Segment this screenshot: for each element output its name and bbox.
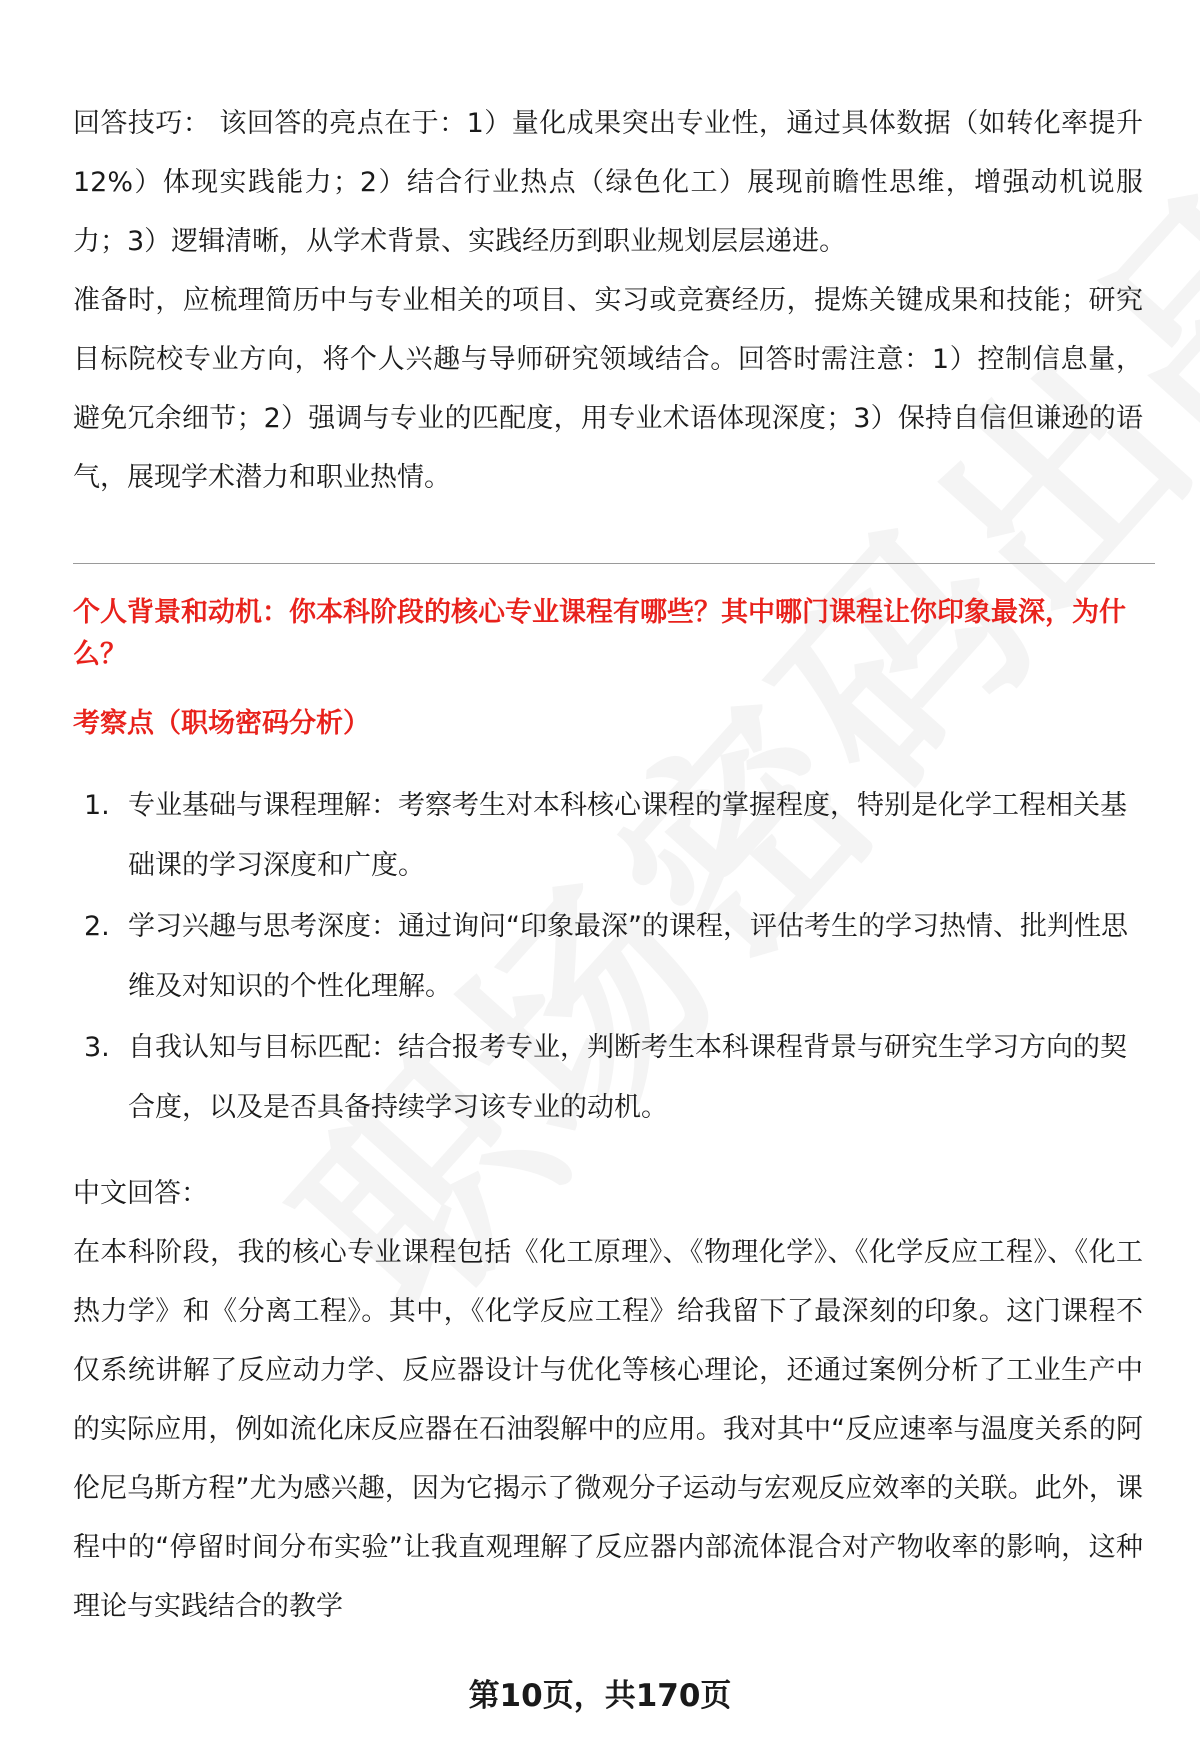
page-number-footer: 第10页，共170页: [468, 1678, 732, 1714]
assessment-points-list: [73, 776, 1143, 1139]
preparation-paragraph: 准备时，应梳理简历中与专业相关的项目、实习或竞赛经历，提炼关键成果和技能；研究目标院校专业方向，将个人兴趣与导师研究领域结合。回答时需注意：1）控制信息量，避免冗余细节；2）强调与专业的匹配度，用专业术语体现深度；3）保持自信但谦逊的语气，展现学术潜力和职业热情。: [73, 285, 1143, 493]
assessment-points-heading: 考察点（职场密码分析）: [73, 708, 370, 739]
question-heading: 个人背景和动机：你本科阶段的核心专业课程有哪些？其中哪门课程让你印象最深，为什么？: [73, 597, 1126, 670]
list-item-text: 学习兴趣与思考深度：通过询问“印象最深”的课程，评估考生的学习热情、批判性思维及对知识的个性化理解。: [128, 911, 1128, 1002]
answer-tips-section: [73, 94, 1143, 507]
answer-section: [73, 1223, 1143, 1636]
list-item-number: 3.: [84, 1032, 110, 1063]
list-item-text: 自我认知与目标匹配：结合报考专业，判断考生本科课程背景与研究生学习方向的契合度，以及是否具备持续学习该专业的动机。: [128, 1032, 1127, 1123]
list-item-number: 1.: [84, 790, 110, 821]
list-item: [73, 1018, 1143, 1138]
answer-label: 中文回答：: [73, 1178, 208, 1209]
list-item: [73, 776, 1143, 896]
list-item-text: 专业基础与课程理解：考察考生对本科核心课程的掌握程度，特别是化学工程相关基础课的学习深度和广度。: [128, 790, 1127, 881]
answer-paragraph: 在本科阶段，我的核心专业课程包括《化工原理》、《物理化学》、《化学反应工程》、《化工热力学》和《分离工程》。其中，《化学反应工程》给我留下了最深刻的印象。这门课程不仅系统讲解了反应动力学、反应器设计与优化等核心理论，还通过案例分析了工业生产中的实际应用，例如流化床反应器在石油裂解中的应用。我对其中“反应速率与温度关系的阿伦尼乌斯方程”尤为感兴趣，因为它揭示了微观分子运动与宏观反应效率的关联。此外，课程中的“停留时间分布实验”让我直观理解了反应器内部流体混合对产物收率的影响，这种理论与实践结合的教学: [73, 1237, 1143, 1622]
answer-tips-paragraph: 回答技巧： 该回答的亮点在于：1）量化成果突出专业性，通过具体数据（如转化率提升12%）体现实践能力；2）结合行业热点（绿色化工）展现前瞻性思维，增强动机说服力；3）逻辑清晰，从学术背景、实践经历到职业规划层层递进。: [73, 108, 1143, 257]
section-divider: [73, 563, 1155, 564]
list-item-number: 2.: [84, 911, 110, 942]
list-item: [73, 897, 1143, 1017]
